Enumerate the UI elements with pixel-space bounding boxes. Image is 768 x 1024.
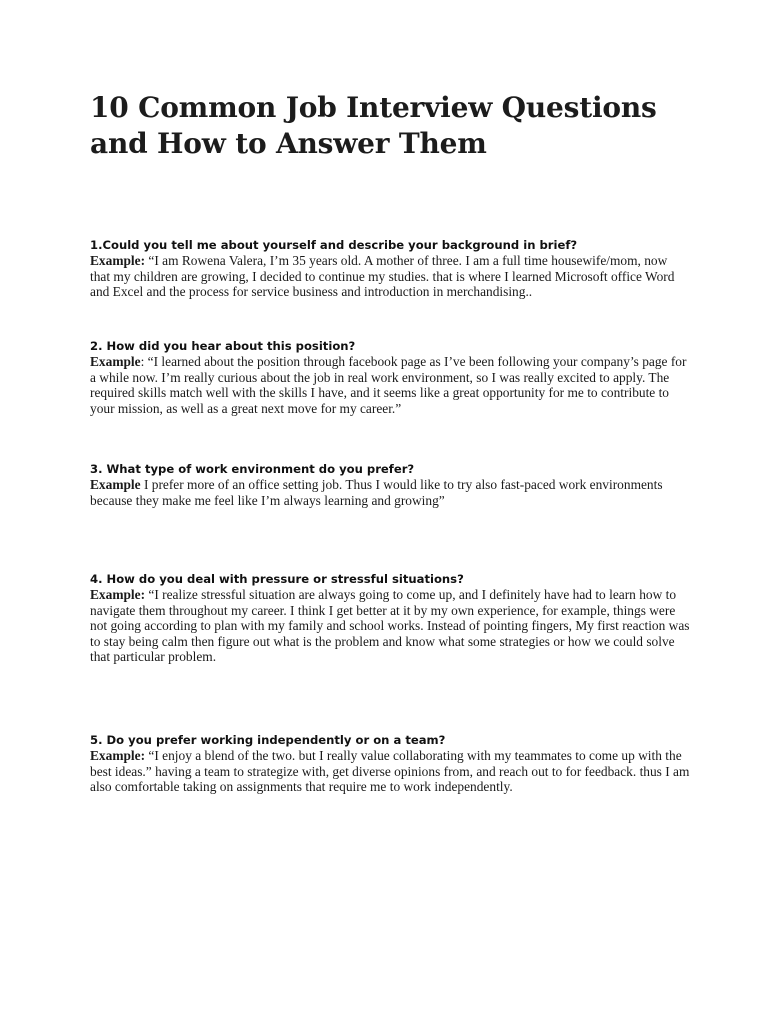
- answer-body: I prefer more of an office setting job. Thus I would like to try also fast-paced work environments because they make me feel like I’m always learning and growing”: [90, 477, 663, 508]
- example-label: Example:: [90, 587, 146, 602]
- qa-item-5: [90, 732, 690, 795]
- qa-item-1: [90, 237, 690, 300]
- example-label: Example:: [90, 748, 146, 763]
- question-heading: 3. What type of work environment do you prefer?: [90, 462, 415, 476]
- answer-text: [90, 354, 690, 416]
- answer-body: : “I learned about the position through facebook page as I’ve been following your company’s page for a while now. I’m really curious about the job in real work environment, so I was really excited to apply. The required skills match well with the skills I have, and it seems like a great opportunity for me to contribute to your mission, as well as a great next move for my career.”: [90, 354, 687, 416]
- answer-text: [90, 587, 690, 665]
- example-label: Example: [90, 477, 141, 492]
- answer-text: [90, 748, 690, 795]
- question-heading: 1.Could you tell me about yourself and describe your background in brief?: [90, 238, 578, 252]
- document-title: 10 Common Job Interview Questions and How to Answer Them: [90, 91, 657, 160]
- qa-item-4: [90, 571, 690, 665]
- question-heading: 4. How do you deal with pressure or stressful situations?: [90, 572, 464, 586]
- example-label: Example: [90, 354, 141, 369]
- answer-body: “I am Rowena Valera, I’m 35 years old. A mother of three. I am a full time housewife/mom, now that my children are growing, I decided to continue my studies. that is where I learned Microsoft office Word and Excel and the process for service business and introduction in merchandising..: [90, 253, 675, 300]
- answer-body: “I enjoy a blend of the two. but I really value collaborating with my teammates to come up with the best ideas.” having a team to strategize with, get diverse opinions from, and reach out to for feedback. thus I am also comfortable taking on assignments that require me to work independently.: [90, 748, 690, 795]
- answer-text: [90, 477, 690, 508]
- answer-body: “I realize stressful situation are always going to come up, and I definitely have had to learn how to navigate them throughout my career. I think I get better at it by my own experience, for example, things were not going according to plan with my family and school works. Instead of pointing fingers, My first reaction was to stay being calm then figure out what is the problem and know what some strategies or how we could solve that particular problem.: [90, 587, 690, 665]
- qa-item-2: [90, 338, 690, 416]
- question-heading: 2. How did you hear about this position?: [90, 339, 356, 353]
- qa-item-3: [90, 461, 690, 508]
- example-label: Example:: [90, 253, 146, 268]
- question-heading: 5. Do you prefer working independently or on a team?: [90, 733, 446, 747]
- answer-text: [90, 253, 690, 300]
